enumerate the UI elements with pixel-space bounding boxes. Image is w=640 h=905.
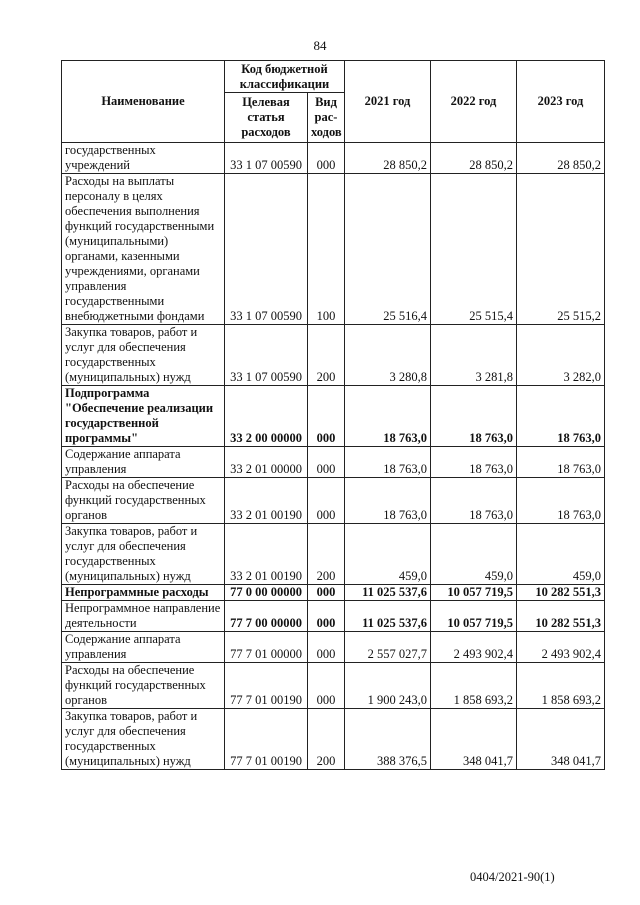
row-value-2021: 11 025 537,6: [345, 585, 431, 601]
row-value-2023: 18 763,0: [517, 386, 605, 447]
row-value-2022: 348 041,7: [431, 709, 517, 770]
row-value-2021: 18 763,0: [345, 447, 431, 478]
row-value-2021: 18 763,0: [345, 478, 431, 524]
row-value-2022: 10 057 719,5: [431, 585, 517, 601]
row-expense-kind: 200: [308, 709, 345, 770]
table-row: [62, 143, 605, 174]
header-code-group: Код бюджетной классификации: [225, 61, 345, 93]
row-value-2023: 2 493 902,4: [517, 632, 605, 663]
budget-table: [61, 60, 605, 770]
row-value-2022: 459,0: [431, 524, 517, 585]
row-target-article: 77 7 00 00000: [225, 601, 308, 632]
row-target-article: 33 2 01 00190: [225, 478, 308, 524]
table-row: [62, 632, 605, 663]
row-expense-kind: 000: [308, 143, 345, 174]
row-name: Закупка товаров, работ и услуг для обеспечения государственных (муниципальных) нужд: [62, 709, 225, 770]
row-name: Подпрограмма "Обеспечение реализации государственной программы": [62, 386, 225, 447]
row-value-2023: 25 515,2: [517, 174, 605, 325]
row-target-article: 33 2 01 00190: [225, 524, 308, 585]
row-value-2022: 25 515,4: [431, 174, 517, 325]
row-value-2023: 1 858 693,2: [517, 663, 605, 709]
row-expense-kind: 000: [308, 478, 345, 524]
row-expense-kind: 200: [308, 524, 345, 585]
row-value-2021: 388 376,5: [345, 709, 431, 770]
row-value-2023: 3 282,0: [517, 325, 605, 386]
table-header: [62, 61, 605, 143]
row-value-2022: 10 057 719,5: [431, 601, 517, 632]
header-target-article: Целевая статья расходов: [225, 93, 308, 143]
table-row: [62, 663, 605, 709]
row-value-2023: 18 763,0: [517, 447, 605, 478]
row-name: Закупка товаров, работ и услуг для обеспечения государственных (муниципальных) нужд: [62, 524, 225, 585]
table-row: [62, 478, 605, 524]
row-value-2022: 3 281,8: [431, 325, 517, 386]
table-row: [62, 524, 605, 585]
row-value-2023: 10 282 551,3: [517, 601, 605, 632]
row-name: Непрограммные расходы: [62, 585, 225, 601]
row-expense-kind: 000: [308, 447, 345, 478]
row-value-2023: 459,0: [517, 524, 605, 585]
row-value-2023: 348 041,7: [517, 709, 605, 770]
row-target-article: 77 7 01 00190: [225, 663, 308, 709]
table-row: [62, 386, 605, 447]
row-value-2022: 2 493 902,4: [431, 632, 517, 663]
row-target-article: 77 7 01 00000: [225, 632, 308, 663]
row-target-article: 33 1 07 00590: [225, 174, 308, 325]
header-expense-kind: Вид рас-ходов: [308, 93, 345, 143]
row-expense-kind: 100: [308, 174, 345, 325]
header-2023: 2023 год: [517, 61, 605, 143]
row-expense-kind: 000: [308, 632, 345, 663]
row-expense-kind: 000: [308, 601, 345, 632]
row-value-2021: 28 850,2: [345, 143, 431, 174]
row-value-2021: 3 280,8: [345, 325, 431, 386]
row-target-article: 33 2 00 00000: [225, 386, 308, 447]
row-value-2021: 18 763,0: [345, 386, 431, 447]
row-name: государственных учреждений: [62, 143, 225, 174]
table-row: [62, 585, 605, 601]
row-value-2021: 459,0: [345, 524, 431, 585]
header-2021: 2021 год: [345, 61, 431, 143]
row-name: Расходы на выплаты персоналу в целях обеспечения выполнения функций государственными (муниципальными) органами, казенными учреждениями, органами управления государственными внебюджетными фондами: [62, 174, 225, 325]
header-name: Наименование: [62, 61, 225, 143]
table-row: [62, 325, 605, 386]
row-value-2021: 1 900 243,0: [345, 663, 431, 709]
header-2022: 2022 год: [431, 61, 517, 143]
row-value-2022: 1 858 693,2: [431, 663, 517, 709]
row-value-2022: 28 850,2: [431, 143, 517, 174]
row-name: Содержание аппарата управления: [62, 632, 225, 663]
table-row: [62, 709, 605, 770]
row-name: Содержание аппарата управления: [62, 447, 225, 478]
row-expense-kind: 000: [308, 585, 345, 601]
table-row: [62, 447, 605, 478]
row-target-article: 77 0 00 00000: [225, 585, 308, 601]
table-row: [62, 174, 605, 325]
row-name: Закупка товаров, работ и услуг для обеспечения государственных (муниципальных) нужд: [62, 325, 225, 386]
row-expense-kind: 000: [308, 386, 345, 447]
row-value-2021: 25 516,4: [345, 174, 431, 325]
row-target-article: 33 2 01 00000: [225, 447, 308, 478]
table-row: [62, 601, 605, 632]
row-target-article: 77 7 01 00190: [225, 709, 308, 770]
row-value-2021: 2 557 027,7: [345, 632, 431, 663]
row-value-2023: 28 850,2: [517, 143, 605, 174]
document-code: 0404/2021-90(1): [470, 870, 555, 884]
row-target-article: 33 1 07 00590: [225, 325, 308, 386]
row-value-2023: 18 763,0: [517, 478, 605, 524]
row-value-2022: 18 763,0: [431, 386, 517, 447]
row-value-2022: 18 763,0: [431, 478, 517, 524]
row-name: Расходы на обеспечение функций государственных органов: [62, 663, 225, 709]
table-body: [62, 143, 605, 770]
page-number: 84: [313, 38, 327, 53]
row-value-2021: 11 025 537,6: [345, 601, 431, 632]
row-expense-kind: 000: [308, 663, 345, 709]
row-target-article: 33 1 07 00590: [225, 143, 308, 174]
row-name: Непрограммное направление деятельности: [62, 601, 225, 632]
row-expense-kind: 200: [308, 325, 345, 386]
row-value-2023: 10 282 551,3: [517, 585, 605, 601]
row-name: Расходы на обеспечение функций государственных органов: [62, 478, 225, 524]
row-value-2022: 18 763,0: [431, 447, 517, 478]
